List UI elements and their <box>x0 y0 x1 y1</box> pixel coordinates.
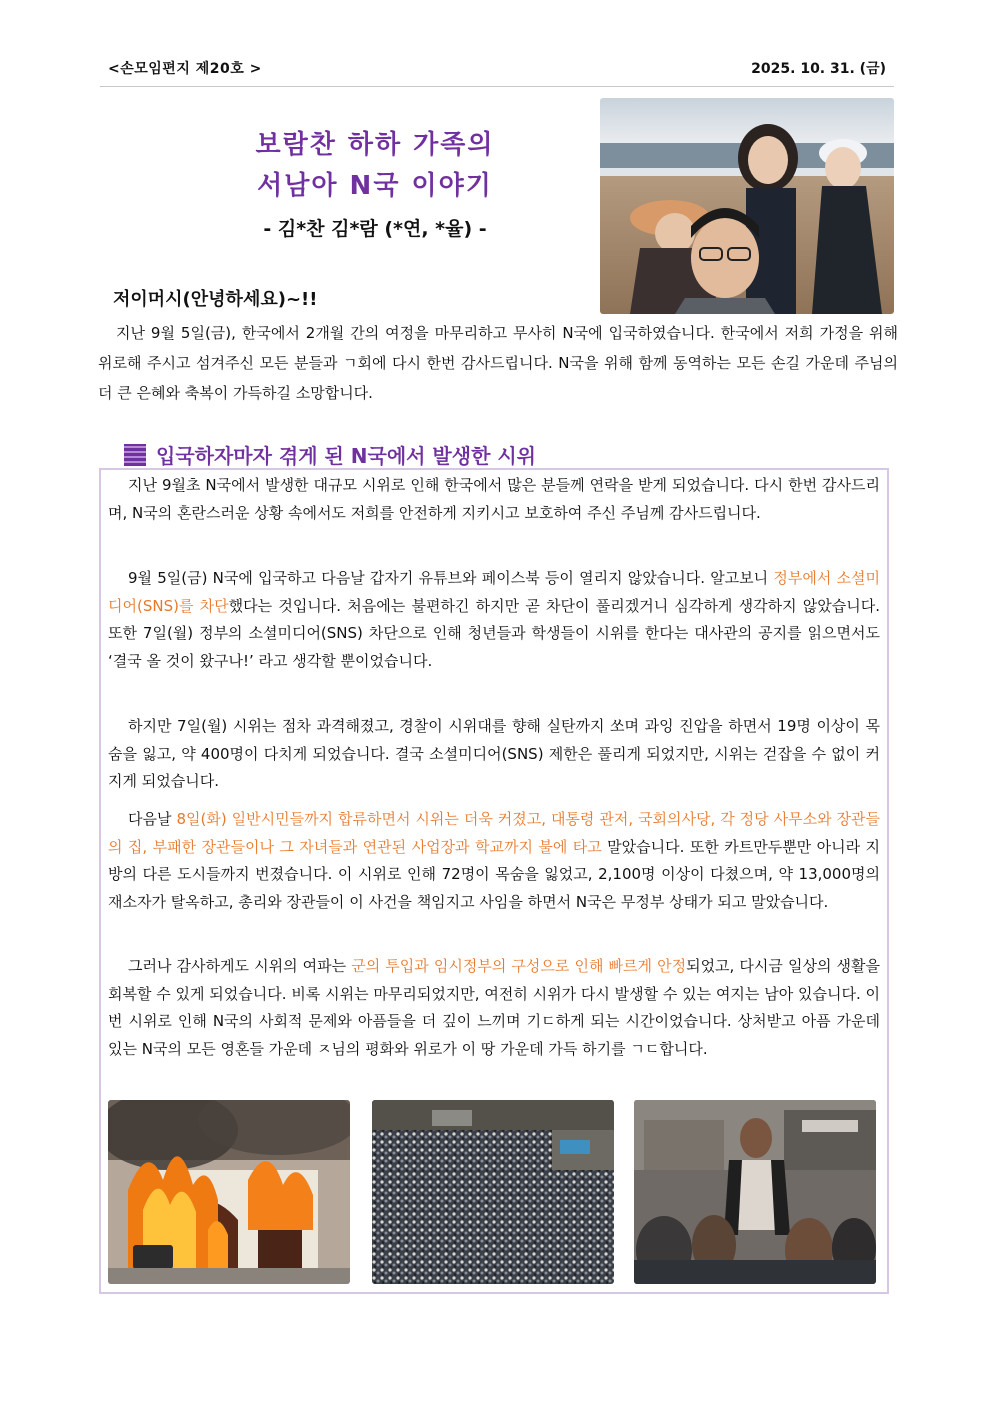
family-photo <box>600 98 894 314</box>
paragraph-4-highlight: 8일(화) 일반시민들까지 합류하면서 시위는 더욱 커졌고, 대통령 관저, 국회의사당, 각 정당 사무소와 장관들의 집, 부패한 장관들이나 그 자녀들과 연관된 사업장과 학교까지 불에 타고 <box>108 810 880 856</box>
issue-date: 2025. 10. 31. (금) <box>751 61 886 77</box>
intro-paragraph: 지난 9월 5일(금), 한국에서 2개월 간의 여정을 마무리하고 무사히 N국에 입국하였습니다. 한국에서 저희 가정을 위해 위로해 주시고 섬겨주신 모든 분들과 ㄱ회에 다시 한번 감사드립니다. N국을 위해 함께 동역하는 모든 손길 가운데 주님의 더 큰 은혜와 축복이 가득하길 소망합니다. <box>98 324 898 402</box>
paragraph-3: 하지만 7일(월) 시위는 점차 과격해졌고, 경찰이 시위대를 향해 실탄까지 쏘며 과잉 진압을 하면서 19명 이상이 목숨을 잃고, 약 400명이 다치게 되었습니다. 결국 소셜미디어(SNS) 제한은 풀리게 되었지만, 시위는 걷잡을 수 없이 커지게 되었습니다. <box>108 717 880 790</box>
paragraph-5-text-b: 되었고, 다시금 일상의 생활을 회복할 수 있게 되었습니다. 비록 시위는 마무리되었지만, 여전히 시위가 다시 발생할 수 있는 여지는 남아 있습니다. 이번 시위로 인해 N국의 사회적 문제와 아픔들을 더 깊이 느끼며 기ㄷ하게 되는 시간이었습니다. 상처받고 아픔 가운데 있는 N국의 모든 영혼들 가운데 ㅈ님의 평화와 위로가 이 땅 가운데 가득 하기를 ㄱㄷ합니다. <box>108 957 880 1058</box>
paragraph-5-highlight: 군의 투입과 임시정부의 구성으로 인해 빠르게 안정 <box>351 957 687 975</box>
section-heading-text: 입국하자마자 겪게 된 N국에서 발생한 시위 <box>156 444 536 468</box>
paragraph-2-highlight: 정부에서 소셜미디어(SNS)를 차단 <box>108 569 880 615</box>
heading-marker-icon <box>124 444 146 466</box>
paragraph-5 <box>108 953 880 1063</box>
paragraph-4 <box>108 806 880 916</box>
greeting: 저이머시(안녕하세요)~!! <box>113 289 318 310</box>
paragraph-2-text-b: 했다는 것입니다. 처음에는 불편하긴 하지만 곧 차단이 풀리겠거니 심각하게 생각하지 않았습니다. 또한 7일(월) 정부의 소셜미디어(SNS) 차단으로 인해 청년들과 학생들이 시위를 한다는 대사관의 공지를 읽으면서도 ‘결국 올 것이 왔구나!’ 라고 생각할 뿐이었습니다. <box>108 596 880 670</box>
page-subtitle: - 김*찬 김*람 (*연, *율) - <box>263 218 487 240</box>
section-heading <box>124 440 536 469</box>
paragraph-2 <box>108 565 880 675</box>
paragraph-1: 지난 9월초 N국에서 발생한 대규모 시위로 인해 한국에서 많은 분들께 연락을 받게 되었습니다. 다시 한번 감사드리며, N국의 혼란스러운 상황 속에서도 저희를 안전하게 지키시고 보호하여 주신 주님께 감사드립니다. <box>108 476 880 522</box>
paragraph-4-text-a: 다음날 <box>128 810 177 828</box>
protest-crowd-photo <box>372 1100 614 1284</box>
paragraph-4-text-b: 말았습니다. 또한 카트만두뿐만 아니라 지방의 다른 도시들까지 번졌습니다. 이 시위로 인해 72명이 목숨을 잃었고, 2,100명 이상이 다쳤으며, 약 13,000명의 재소자가 탈옥하고, 총리와 장관들이 이 사건을 책임지고 사임을 하면서 N국은 무정부 상태가 되고 말았습니다. <box>108 837 880 911</box>
burning-building-photo <box>108 1100 350 1284</box>
paragraph-5-text-a: 그러나 감사하게도 시위의 여파는 <box>128 957 352 975</box>
newsletter-issue-label: <손모임편지 제20호 > <box>108 61 262 77</box>
paragraph-2-text-a: 9월 5일(금) N국에 입국하고 다음날 갑자기 유튜브와 페이스북 등이 열리지 않았습니다. 알고보니 <box>128 569 774 587</box>
protester-photo <box>634 1100 876 1284</box>
page-title-line-1: 보람찬 하하 가족의 <box>255 130 495 160</box>
header-divider <box>100 86 894 87</box>
page-title-line-2: 서남아 N국 이야기 <box>257 171 493 201</box>
